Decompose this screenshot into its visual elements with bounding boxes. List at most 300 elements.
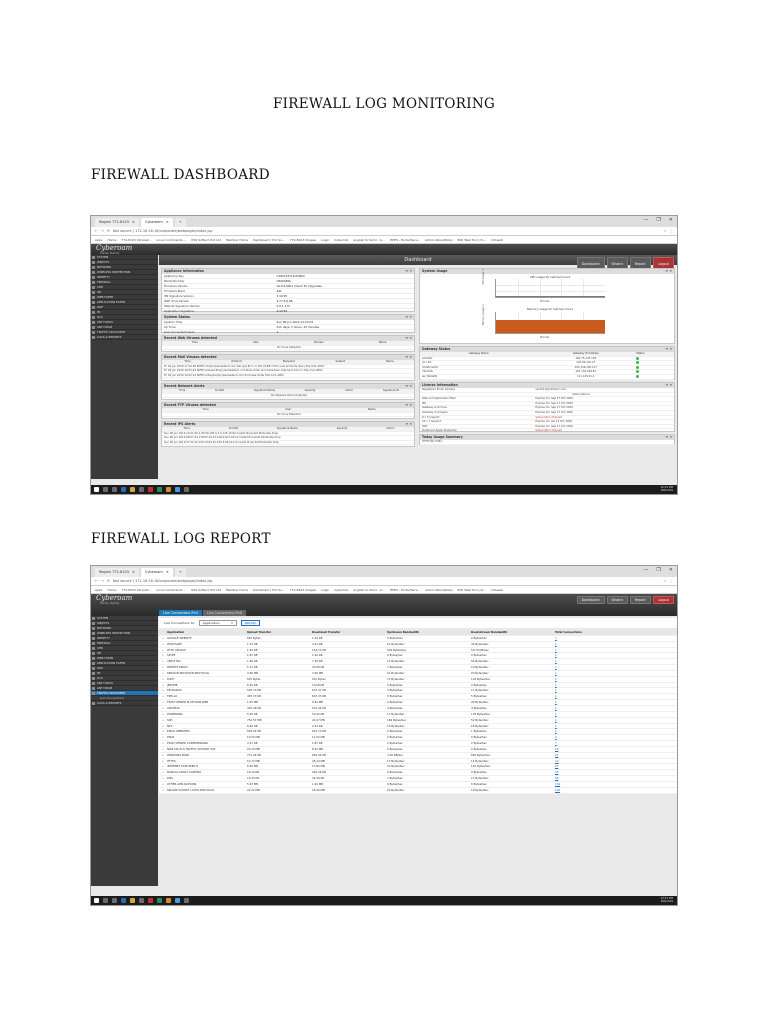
downstream-bandwidth: 662 Bytes/Sec xyxy=(471,752,491,757)
close-icon[interactable]: × xyxy=(131,220,135,224)
expand-icon[interactable]: + xyxy=(161,717,165,722)
browser-tab-cyberoam[interactable]: Cyberoam × xyxy=(141,218,173,227)
url-input[interactable]: Not secure | 172.16.16.16/corporate/webpages/index.jsp xyxy=(112,579,213,583)
sidebar-item[interactable]: FIREWALL xyxy=(91,641,158,646)
browser-tabbar xyxy=(91,216,677,227)
expand-icon[interactable]: + xyxy=(161,659,165,664)
info-key: Application Signature xyxy=(164,309,195,313)
panel-controls-icon[interactable]: ⟳ ✕ xyxy=(405,384,412,388)
search-icon[interactable] xyxy=(103,487,108,492)
total-connections-link[interactable]: 24 xyxy=(555,752,559,757)
bookmark-item[interactable]: Login xyxy=(321,587,330,592)
sidebar-item[interactable]: IM xyxy=(91,671,158,676)
sidebar-item[interactable]: IDENTITY xyxy=(91,275,158,280)
dashboard-button[interactable]: Dashboard xyxy=(577,257,605,271)
report-button[interactable]: Report xyxy=(630,257,651,271)
dashboard-title-bar: Dashboard Dashboard Wizard Report Logout xyxy=(159,255,677,265)
upstream-bandwidth: 3 Bytes/Sec xyxy=(387,694,403,699)
expand-icon[interactable]: + xyxy=(161,781,165,786)
upstream-bandwidth: 11 Bytes/Sec xyxy=(387,659,405,664)
download-transfer: 601.73 KB xyxy=(312,729,326,734)
sidebar-item[interactable]: LOGS & REPORTS xyxy=(91,335,158,340)
expand-icon[interactable]: + xyxy=(161,694,165,699)
bookmark-item[interactable]: english to tamil - G... xyxy=(353,587,385,592)
close-icon[interactable]: × xyxy=(131,570,135,574)
bookmark-item[interactable]: Dashboard | Prd Su... xyxy=(253,587,285,592)
upstream-bandwidth: 3.26 KB/Sec xyxy=(387,752,404,757)
bookmark-item[interactable]: Home xyxy=(107,587,117,592)
downstream-bandwidth: 11 Bytes/Sec xyxy=(471,688,489,693)
close-icon[interactable]: × xyxy=(165,220,169,224)
total-connections-link[interactable]: 1 xyxy=(555,717,557,722)
minimize-icon[interactable]: — xyxy=(643,567,649,573)
gateway-name: airtel4G xyxy=(422,356,433,360)
filter-bar xyxy=(159,618,677,628)
upload-transfer: 6.55 KB xyxy=(247,682,258,687)
sidebar-item[interactable]: WEB FILTER xyxy=(91,295,158,300)
app-icon[interactable] xyxy=(184,487,189,492)
new-tab-button[interactable]: + xyxy=(175,218,186,227)
bookmark-item[interactable]: Infoweb xyxy=(491,587,504,592)
expand-icon[interactable]: + xyxy=(161,665,165,670)
maximize-icon[interactable]: ❐ xyxy=(656,567,661,573)
bookmark-item[interactable]: english to tamil - G... xyxy=(353,237,385,242)
excel-icon[interactable] xyxy=(157,487,162,492)
taskbar-clock[interactable]: 12:21 PM 8/6/2019 xyxy=(660,485,673,493)
total-connections-link[interactable]: 1 xyxy=(555,641,557,646)
application-name: OTHER APPLICATIONS xyxy=(167,781,197,786)
sidebar-item[interactable]: WAF xyxy=(91,305,158,310)
refresh-button[interactable]: Refresh xyxy=(241,620,260,626)
panel-controls-icon[interactable]: ⟳ ✕ xyxy=(405,336,412,340)
gateway-status-panel: Gateway Status ⟳ ✕ Gateway Name Gateway IP Address Status airtel4G 182.75.133.138 jio-l-3G 103.99.110.27 Vodafone3G 182.156.240.217 Vbsnl4G 202.134.189.40 ws_TelstaIN 111.125.91.4 xyxy=(419,346,675,380)
sidebar-item[interactable]: IM xyxy=(91,310,158,315)
expand-icon[interactable]: + xyxy=(161,746,165,751)
wizard-button[interactable]: Wizard xyxy=(607,596,628,604)
firefox-icon[interactable] xyxy=(166,487,171,492)
expand-icon[interactable]: + xyxy=(161,676,165,681)
bookmark-item[interactable]: Cyberlink xyxy=(334,587,349,592)
upload-transfer: 22.22 MB xyxy=(247,787,260,792)
sidebar-item[interactable]: VPN xyxy=(91,285,158,290)
downstream-bandwidth: 52 Bytes/Sec xyxy=(471,717,489,722)
downstream-bandwidth: 2 Bytes/Sec xyxy=(471,741,487,746)
total-connections-link[interactable]: 1 xyxy=(555,729,557,734)
total-connections-link[interactable]: 1 xyxy=(555,694,557,699)
url-input[interactable]: Not secure | 172.16.16.16/corporate/webpages/index.jsp xyxy=(112,229,213,233)
table-header: Time Protocol Recipient Subject Name xyxy=(162,360,414,365)
bookmark-item[interactable]: RSS Softech Pvt Ltd xyxy=(191,237,221,242)
gateway-ip: 103.99.110.27 xyxy=(576,361,596,365)
new-tab-button[interactable]: + xyxy=(175,568,186,577)
expand-icon[interactable]: + xyxy=(161,682,165,687)
downstream-bandwidth: 26 Bytes/Sec xyxy=(471,700,489,705)
upstream-bandwidth: 0 Bytes/Sec xyxy=(387,688,403,693)
total-connections-link[interactable]: 134 xyxy=(555,781,561,786)
ie-icon[interactable] xyxy=(121,487,126,492)
total-connections-link[interactable]: 1 xyxy=(555,705,557,710)
dashboard-button[interactable]: Dashboard xyxy=(577,596,605,604)
panel-controls-icon[interactable]: ⟳ ✕ xyxy=(665,269,672,273)
expand-icon[interactable]: + xyxy=(161,670,165,675)
info-key: Webcat Signature Version xyxy=(164,304,201,308)
license-expiry: Expires On: Sep 17 Oct 2020 xyxy=(535,406,573,410)
total-connections-link[interactable]: 1 xyxy=(555,665,557,670)
bookmark-item[interactable]: Infoweb xyxy=(491,237,504,242)
expand-icon[interactable]: + xyxy=(161,787,165,792)
ips-alerts-panel: Recent IPS Alerts ⟳ ✕ Time Src/Dst Signature Name Severity Action Sun 06 Jun 2019 10:21:56 1.90.59.135.0.1.0.125.15.82 Invalid IP packet Moderate Drop Sun 06 Jun 2019 08:07:44 178.65.16.33.148.219.3.103.0 Invalid IP packet Moderate Drop Sun 06 Jun 2019 07:22:10 199.14.65.91.230.5.68.213.4 Invalid IP packet Moderate Drop xyxy=(161,421,415,447)
downstream-bandwidth: 45 Bytes/Sec xyxy=(471,641,489,646)
excel-icon[interactable] xyxy=(157,898,162,903)
bookmark-item[interactable]: Login xyxy=(321,237,330,242)
panel-controls-icon[interactable]: ⟳ ✕ xyxy=(405,403,412,407)
bookmark-item[interactable]: Admin Panel(Role) xyxy=(425,587,453,592)
bookmark-item[interactable]: Linux Commands ... xyxy=(156,587,187,592)
bookmark-item[interactable]: 800 Web Tool | fo... xyxy=(457,237,487,242)
application-name: REMOTE PROXY xyxy=(167,665,189,670)
panel-controls-icon[interactable]: ⟳ ✕ xyxy=(665,347,672,351)
empty-message: No Malware Packs Detected xyxy=(162,394,414,399)
bookmark-item[interactable]: 772-8103 Intranet... xyxy=(121,587,152,592)
license-name: Outbound Spam Protection xyxy=(422,429,458,433)
status-ok-icon xyxy=(636,361,639,364)
download-transfer: 673.47 KB xyxy=(312,688,326,693)
download-transfer: 697.33 KB xyxy=(312,694,326,699)
bookmark-item[interactable]: Linux Commands ... xyxy=(156,237,187,242)
panel-controls-icon[interactable]: ⟳ ✕ xyxy=(405,269,412,273)
sidebar-item[interactable]: WIRELESS PROTECTION xyxy=(91,270,158,275)
info-value: 2.0.1.172 xyxy=(276,304,290,308)
bookmark-item[interactable]: Apps xyxy=(95,587,103,592)
expand-icon[interactable]: + xyxy=(161,770,165,775)
expand-icon[interactable]: + xyxy=(161,764,165,769)
application-name: MANUAL PROXY SURFING xyxy=(167,770,202,775)
wizard-button[interactable]: Wizard xyxy=(607,257,628,271)
forward-icon[interactable]: → xyxy=(100,229,104,233)
windows-start-icon[interactable] xyxy=(94,487,99,492)
downstream-bandwidth: 0 Bytes/Sec xyxy=(471,635,487,640)
sidebar-item[interactable]: LOGS & REPORTS xyxy=(91,701,158,706)
expand-icon[interactable]: + xyxy=(161,723,165,728)
upstream-bandwidth: 529 Bytes/Sec xyxy=(387,647,407,652)
bookmark-item[interactable]: 772-8103 Images xyxy=(289,237,317,242)
filter-select[interactable]: Application ▾ xyxy=(199,620,237,626)
browser-tab-region[interactable]: Region 772-8103 × xyxy=(95,218,139,227)
panel-controls-icon[interactable]: ⟳ ✕ xyxy=(405,355,412,359)
download-transfer: 9.81 MB xyxy=(312,700,324,705)
application-name: SESSION INITIATION PROTOCOL xyxy=(167,670,210,675)
task-view-icon[interactable] xyxy=(112,487,117,492)
downstream-bandwidth: 178 Bytes/Sec xyxy=(471,711,491,716)
browser-tab-region[interactable]: Region 772-8103 × xyxy=(95,568,139,577)
expand-icon[interactable]: + xyxy=(161,776,165,781)
panel-controls-icon[interactable]: ⟳ ✕ xyxy=(405,422,412,426)
table-row: Fri 04 Jun 2019 14:52:14 SMTP sirhayden@cyberlawtech.com Purchase Order Exp.CV1-4052 xyxy=(162,374,414,379)
close-window-icon[interactable]: ✕ xyxy=(668,217,673,223)
sidebar-item[interactable]: WEB FILTER xyxy=(91,656,158,661)
forward-icon[interactable]: → xyxy=(100,579,104,583)
sidebar-item[interactable]: VPN xyxy=(91,646,158,651)
sidebar-item[interactable]: IPS xyxy=(91,651,158,656)
close-window-icon[interactable]: ✕ xyxy=(668,567,673,573)
upload-transfer: 6.20 MB xyxy=(247,764,259,769)
windows-start-icon[interactable] xyxy=(94,898,99,903)
table-header: Time Src/Dst Signature Name Severity Action xyxy=(162,427,414,432)
tab-live-connections-ipv6[interactable]: Live Connections IPv6 xyxy=(203,610,246,616)
bookmark-item[interactable]: Cyberlink xyxy=(334,237,349,242)
filter-label: Live Connections for xyxy=(164,621,195,625)
sidebar-item[interactable]: IPS xyxy=(91,290,158,295)
table-header: Gateway Name Gateway IP Address Status xyxy=(420,352,674,357)
total-connections-link[interactable]: 98 xyxy=(555,776,559,781)
sidebar-item[interactable]: OBJECTS xyxy=(91,621,158,626)
sidebar-item[interactable]: WIRELESS PROTECTION xyxy=(91,631,158,636)
cyberoam-logo: Cyberoam xyxy=(96,594,133,602)
total-connections-link[interactable]: 1 xyxy=(555,711,557,716)
expand-icon[interactable]: + xyxy=(161,758,165,763)
registered-email-row: Registered Email Address senthil.b@infotech.com xyxy=(420,388,674,393)
upstream-bandwidth: 7 Bytes/Sec xyxy=(387,665,403,670)
expand-icon[interactable]: + xyxy=(161,688,165,693)
memory-chart-title: Memory usage for last two hours xyxy=(526,307,574,311)
browser-tab-cyberoam[interactable]: Cyberoam × xyxy=(141,568,173,577)
total-connections-link[interactable]: 1 xyxy=(555,723,557,728)
bookmark-item[interactable]: Apps xyxy=(95,237,103,242)
cyberoam-logo: Cyberoam xyxy=(96,244,133,252)
sidebar-item[interactable]: TRAFFIC DISCOVERY xyxy=(91,330,158,335)
sidebar-item[interactable]: NETWORK xyxy=(91,626,158,631)
logout-button[interactable]: Logout xyxy=(653,596,674,604)
firefox-icon[interactable] xyxy=(166,898,171,903)
reload-icon[interactable]: ⟳ xyxy=(106,579,110,583)
bookmark-item[interactable]: Home xyxy=(107,237,117,242)
gateway-name: Vodafone3G xyxy=(422,365,438,369)
sidebar-item[interactable]: NETWORK xyxy=(91,265,158,270)
bookmark-item[interactable]: HPHS - Portal/Serv... xyxy=(389,587,421,592)
sidebar-item[interactable]: SYSTEM xyxy=(91,616,158,621)
info-value: 211 days, 5 hours, 32 minutes xyxy=(276,325,320,329)
total-connections-link[interactable]: 1 xyxy=(555,700,557,705)
upstream-bandwidth: 0 Bytes/Sec xyxy=(387,653,403,658)
cyberoam-app xyxy=(91,244,677,495)
table-row: Fri 04 Jun 2019 16:53:44 SMTP jamiesmith@cyberlawtech.com New Order and Advertiser shipment Info Inc Exp.CV1-4052 xyxy=(162,369,414,374)
menu-icon[interactable]: ⋮ xyxy=(669,229,673,233)
table-row: Sun 06 Jun 2019 07:22:10 199.14.65.91.230.5.68.213.4 Invalid IP packet Moderate Drop xyxy=(162,441,414,446)
expand-icon[interactable]: + xyxy=(161,705,165,710)
star-icon[interactable]: ☆ xyxy=(663,579,667,583)
application-name: DNS xyxy=(167,776,173,781)
sidebar-item[interactable]: QoS xyxy=(91,676,158,681)
table-row: Sun 06 Jun 2019 10:21:56 1.90.59.135.0.1.0.125.15.82 Invalid IP packet Moderate Drop xyxy=(162,432,414,437)
address-bar xyxy=(91,227,677,236)
expand-icon[interactable]: + xyxy=(161,700,165,705)
upload-transfer: 752.57 MB xyxy=(247,717,262,722)
downstream-bandwidth: 15 Bytes/Sec xyxy=(471,776,489,781)
cpu-y-label: CPU Usage % xyxy=(482,268,485,285)
sidebar-item[interactable]: FIREWALL xyxy=(91,280,158,285)
expand-icon[interactable]: + xyxy=(161,647,165,652)
bookmark-item[interactable]: 772-8103 Intranet... xyxy=(121,237,152,242)
sidebar-item[interactable]: QoS xyxy=(91,315,158,320)
sidebar-item[interactable]: IDENTITY xyxy=(91,636,158,641)
total-connections-link[interactable]: 1 xyxy=(555,682,557,687)
total-connections-link[interactable]: 1 xyxy=(555,670,557,675)
total-connections-link[interactable]: 18 xyxy=(555,746,559,751)
bookmark-item[interactable]: Admin Panel(Role) xyxy=(425,237,453,242)
minimize-icon[interactable]: — xyxy=(643,217,649,223)
expand-icon[interactable]: + xyxy=(161,641,165,646)
logo-subtitle: Human Identity xyxy=(100,252,120,255)
report-button[interactable]: Report xyxy=(630,596,651,604)
taskbar-clock[interactable]: 12:21 PM 8/6/2019 xyxy=(660,896,673,904)
sidebar xyxy=(91,616,158,886)
bookmark-item[interactable]: 772-8103 Images xyxy=(289,587,317,592)
upstream-bandwidth: 9 Bytes/Sec xyxy=(387,781,403,786)
cpu-usage-chart xyxy=(495,279,605,298)
bookmark-item[interactable]: Dashboard | Prd Su... xyxy=(253,237,285,242)
sidebar-item[interactable]: ANTI SPAM xyxy=(91,686,158,691)
upload-transfer: 470.46 KB xyxy=(247,705,261,710)
expand-icon[interactable]: + xyxy=(161,741,165,746)
download-transfer: 1.20 KB xyxy=(312,653,323,658)
app-icon[interactable] xyxy=(184,898,189,903)
application-name: GOOGLE WEBSITE xyxy=(167,635,192,640)
tab-live-connections-ipv4[interactable]: Live Connections IPv4 xyxy=(159,610,202,616)
sidebar-item[interactable]: APPLICATION FILTER xyxy=(91,300,158,305)
downstream-bandwidth: 1 Bytes/Sec xyxy=(471,729,487,734)
upload-transfer: 19.25 MB xyxy=(247,735,260,740)
sidebar-item[interactable]: TRAFFIC DISCOVERY xyxy=(91,691,158,696)
expand-icon[interactable]: + xyxy=(161,735,165,740)
sidebar xyxy=(91,255,158,479)
sidebar-item[interactable]: Live Connections xyxy=(91,696,158,701)
reload-icon[interactable]: ⟳ xyxy=(106,229,110,233)
download-transfer: 3.90 MB xyxy=(312,670,324,675)
sidebar-item[interactable]: OBJECTS xyxy=(91,260,158,265)
total-connections-link[interactable]: 1 xyxy=(555,647,557,652)
download-transfer: 1.87 KB xyxy=(312,741,323,746)
info-value: Sun 06 Jun 2019 12:23:24 xyxy=(276,320,313,324)
back-icon[interactable]: ← xyxy=(95,229,98,233)
total-connections-link[interactable]: 19 xyxy=(555,758,559,763)
sidebar-item[interactable]: ANTI VIRUS xyxy=(91,681,158,686)
total-connections-link[interactable]: 1 xyxy=(555,653,557,658)
bookmark-item[interactable]: RSS Softech Pvt Ltd xyxy=(191,587,221,592)
application-name: WINDOWS BASE xyxy=(167,752,189,757)
panel-controls-icon[interactable]: ⟳ ✕ xyxy=(665,383,672,387)
total-connections-link[interactable]: 1 xyxy=(555,635,557,640)
star-icon[interactable]: ☆ xyxy=(663,229,667,233)
total-connections-link[interactable]: 23 xyxy=(555,764,559,769)
download-transfer: 22.07 MB xyxy=(312,717,325,722)
logout-button[interactable]: Logout xyxy=(653,257,674,271)
chrome-icon[interactable] xyxy=(175,898,180,903)
status-ok-icon xyxy=(636,357,639,360)
folder-icon[interactable] xyxy=(130,487,135,492)
sidebar-item[interactable]: ANTI SPAM xyxy=(91,325,158,330)
info-key: Firmware Version xyxy=(164,284,188,288)
info-key: WAF Virus Version xyxy=(164,299,190,303)
upload-transfer: 867 Bytes xyxy=(247,635,261,640)
info-value: 4.16.55 xyxy=(276,309,288,313)
app-icon[interactable] xyxy=(148,898,153,903)
bookmark-item[interactable]: 800 Web Tool | fo... xyxy=(457,587,487,592)
application-name: APPLE MO xyxy=(167,659,181,664)
close-icon[interactable]: × xyxy=(165,570,169,574)
application-name: DIRTY xyxy=(167,676,175,681)
sidebar-item[interactable]: ANTI VIRUS xyxy=(91,320,158,325)
bookmark-item[interactable]: Member Home xyxy=(225,237,249,242)
table-row xyxy=(420,375,674,380)
expand-icon[interactable]: + xyxy=(161,752,165,757)
chrome-icon[interactable] xyxy=(175,487,180,492)
status-ok-icon xyxy=(636,366,639,369)
store-icon[interactable] xyxy=(139,898,144,903)
upload-transfer: 1.53 KB xyxy=(247,641,258,646)
document-title: FIREWALL LOG MONITORING xyxy=(272,96,496,112)
system-status-panel: System Status ⟳ ✕ System Time Sun 06 Jun 2019 12:23:24 Up Time 211 days, 5 hours, 32 minutes Live Connected Users 1 xyxy=(161,314,415,333)
application-name: HTTPS xyxy=(167,758,176,763)
bookmark-item[interactable]: HPHS - Portal/Serv... xyxy=(389,237,421,242)
sidebar-item[interactable]: WAF xyxy=(91,666,158,671)
download-transfer: 23.08 KB xyxy=(312,665,325,670)
back-icon[interactable]: ← xyxy=(95,579,98,583)
total-connections-link[interactable]: 1 xyxy=(555,659,557,664)
upstream-bandwidth: 23 Bytes/Sec xyxy=(387,787,405,792)
license-expiry: Expires On: Sep 17 Oct 2020 xyxy=(535,410,573,414)
task-view-icon[interactable] xyxy=(112,898,117,903)
ftp-viruses-panel: Recent FTP Viruses detected ⟳ ✕ Time User Name No Virus Detected xyxy=(161,402,415,419)
total-connections-link[interactable]: 45 xyxy=(555,770,559,775)
search-icon[interactable] xyxy=(103,898,108,903)
memory-x-label: Minutes xyxy=(540,336,550,339)
total-connections-link[interactable]: 1 xyxy=(555,676,557,681)
expand-icon[interactable]: + xyxy=(161,653,165,658)
sidebar-item[interactable]: APPLICATION FILTER xyxy=(91,661,158,666)
bookmark-item[interactable]: Member Home xyxy=(225,587,249,592)
maximize-icon[interactable]: ❐ xyxy=(656,217,661,223)
expand-icon[interactable]: + xyxy=(161,711,165,716)
downstream-bandwidth: 54 Bytes/Sec xyxy=(471,659,489,664)
store-icon[interactable] xyxy=(139,487,144,492)
upload-transfer: 593.70 KB xyxy=(247,688,261,693)
application-name: HTTP UPLOAD xyxy=(167,647,186,652)
panel-controls-icon[interactable]: ⟳ ✕ xyxy=(405,315,412,319)
info-value: CR200iNG xyxy=(276,279,291,283)
table-row xyxy=(159,788,677,794)
upload-transfer: 3.37 KB xyxy=(247,741,258,746)
application-name: INTERNET EXPLORER 8 xyxy=(167,764,198,769)
total-connections-link[interactable]: 148 xyxy=(555,787,561,792)
app-icon[interactable] xyxy=(148,487,153,492)
menu-icon[interactable]: ⋮ xyxy=(669,579,673,583)
download-transfer: 654.44 KB xyxy=(312,752,326,757)
upload-transfer: 1.59 KB xyxy=(247,647,258,652)
total-connections-link[interactable]: 7 xyxy=(555,741,557,746)
folder-icon[interactable] xyxy=(130,898,135,903)
ie-icon[interactable] xyxy=(121,898,126,903)
windows-taskbar xyxy=(91,485,677,494)
panel-controls-icon[interactable]: ⟳ ✕ xyxy=(665,435,672,439)
expand-icon[interactable]: + xyxy=(161,729,165,734)
expand-icon[interactable]: + xyxy=(161,635,165,640)
sidebar-item[interactable]: SYSTEM xyxy=(91,255,158,260)
upload-transfer: 16.19 KB xyxy=(247,770,260,775)
upstream-bandwidth: 169 Bytes/Sec xyxy=(387,717,407,722)
download-transfer: 507.44 KB xyxy=(312,705,326,710)
total-connections-link[interactable]: 2 xyxy=(555,735,557,740)
total-connections-link[interactable]: 1 xyxy=(555,688,557,693)
